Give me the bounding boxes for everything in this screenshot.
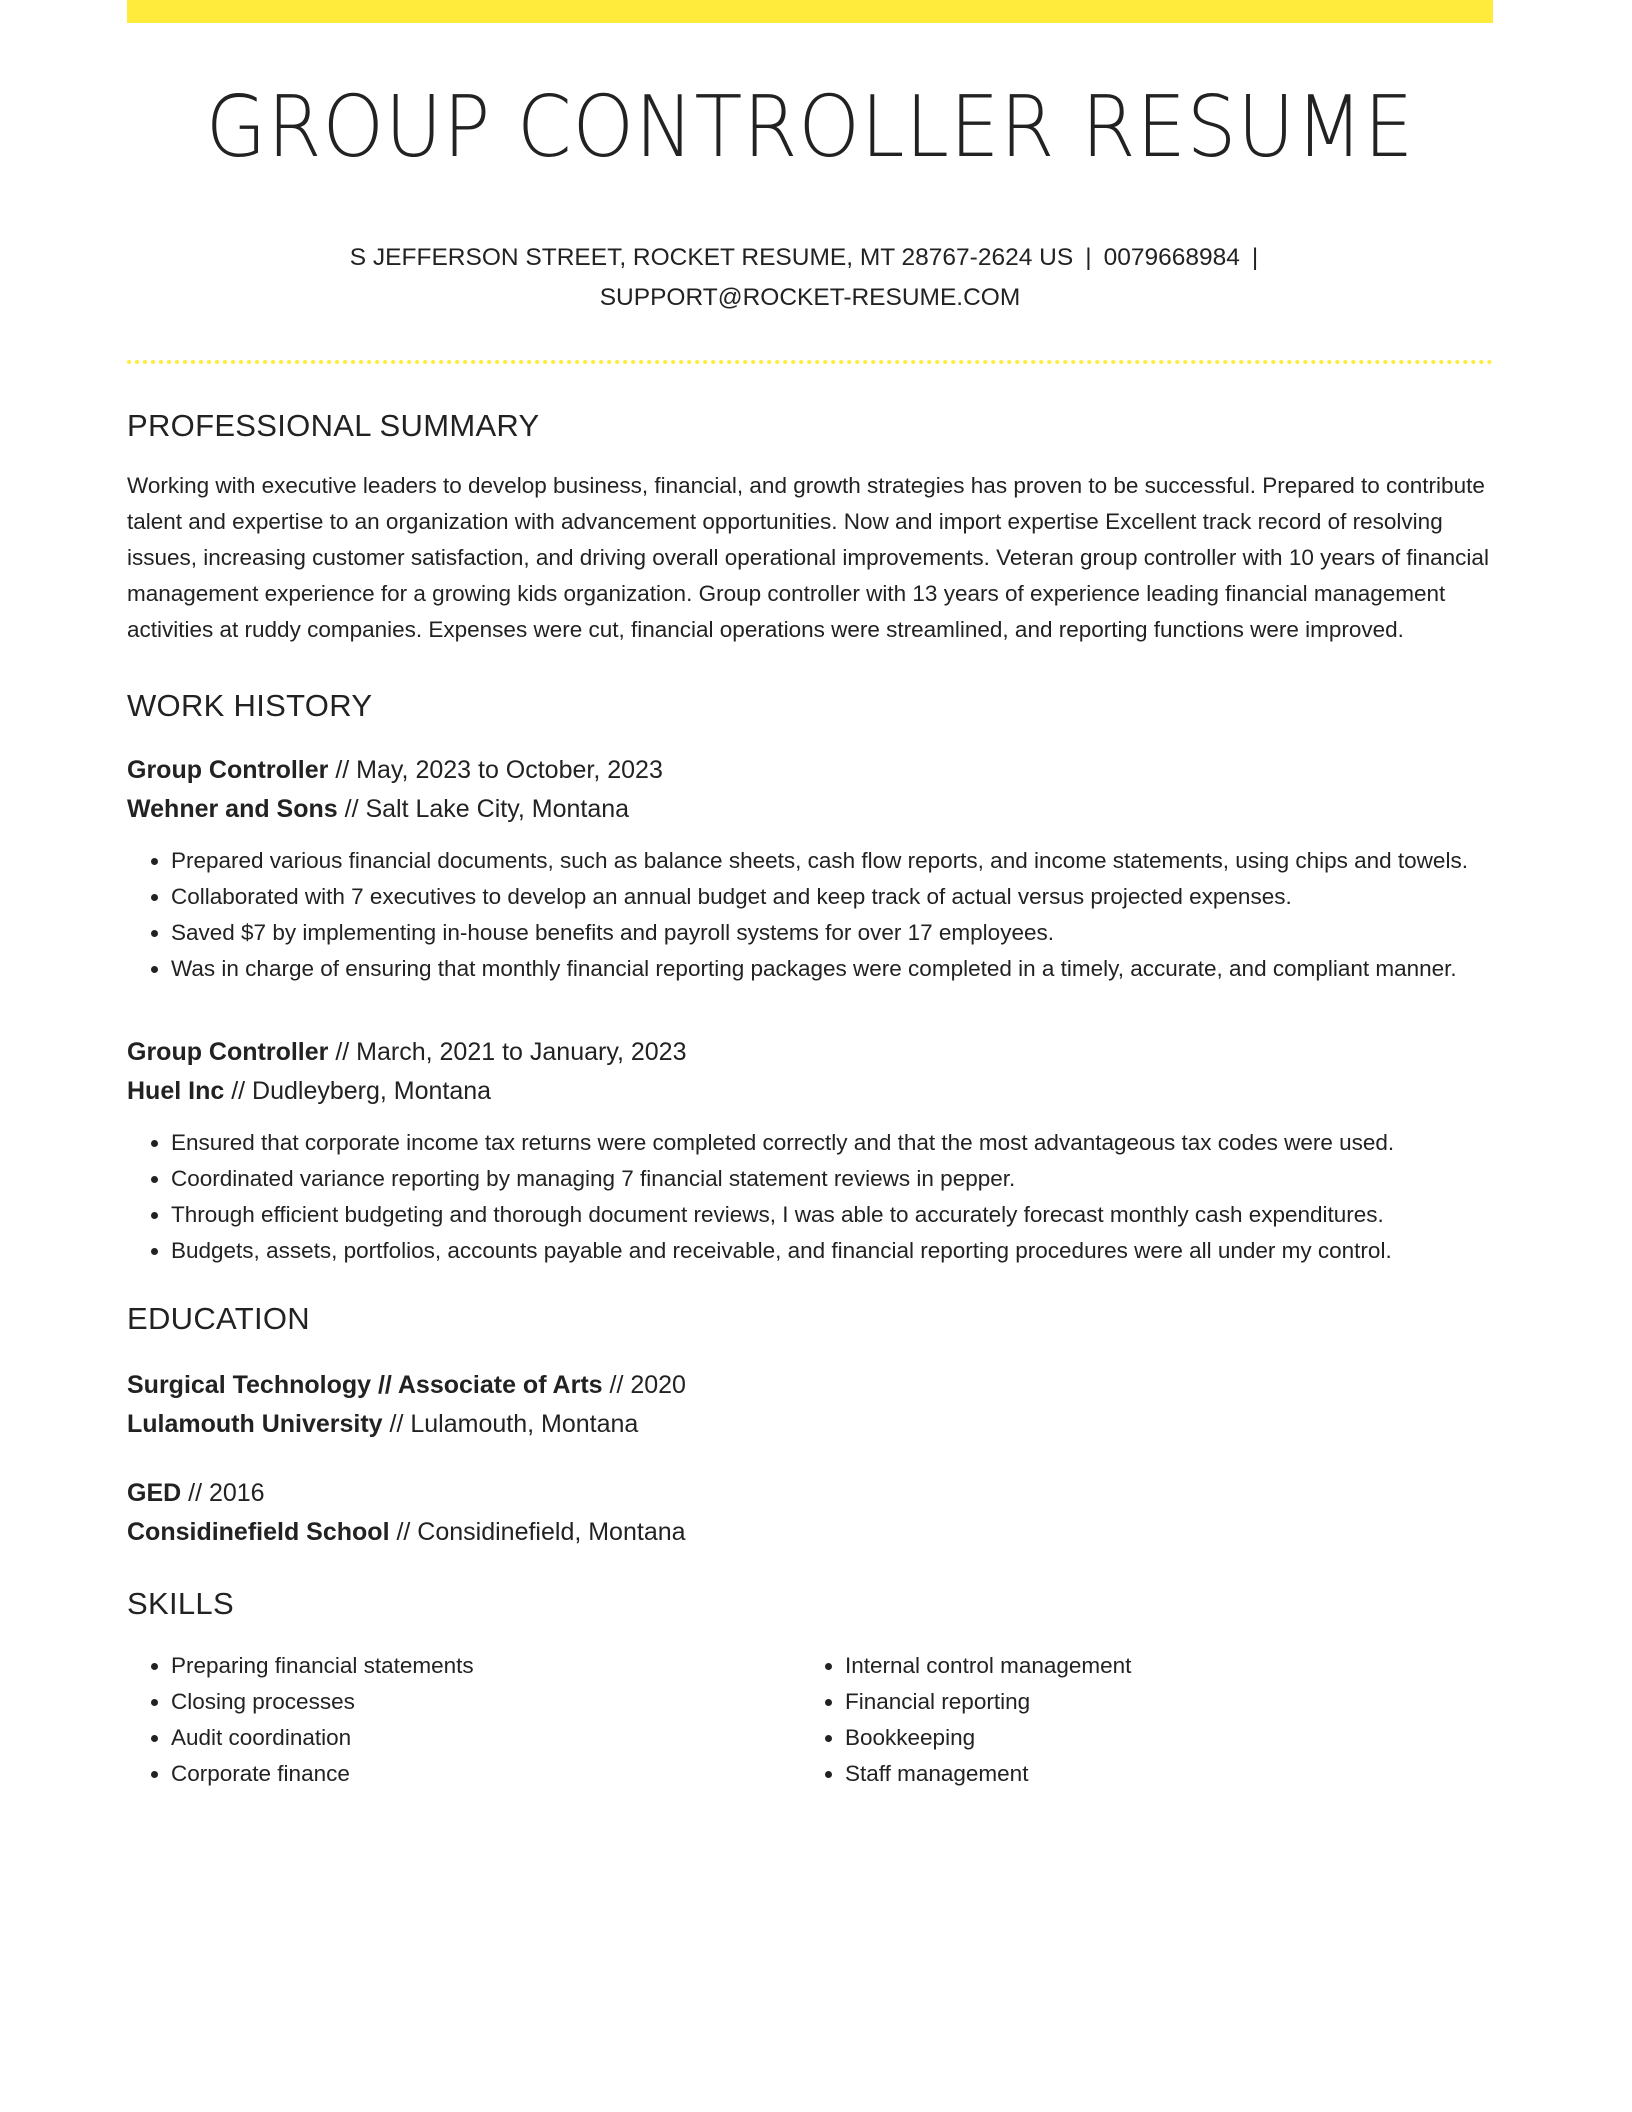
job-bullet: • Ensured that corporate income tax returns were completed correctly and that the most advantageous tax codes were used.: [171, 1125, 1493, 1161]
education-degree: GED: [127, 1479, 182, 1507]
job-dates: // March, 2021 to January, 2023: [328, 1038, 687, 1066]
section-title-education: EDUCATION: [127, 1301, 310, 1336]
education-location: // Considinefield, Montana: [389, 1518, 686, 1546]
skill-item: • Financial reporting: [845, 1684, 1475, 1720]
phone: 0079668984: [1103, 244, 1240, 271]
skill-item: • Internal control management: [845, 1648, 1475, 1684]
skill-item: • Closing processes: [171, 1684, 801, 1720]
dotted-divider: [127, 360, 1493, 364]
job-bullet: • Through efficient budgeting and thorough document reviews, I was able to accurately forecast monthly cash expenditures.: [171, 1197, 1493, 1233]
job-bullet: • Saved $7 by implementing in-house benefits and payroll systems for over 17 employees.: [171, 915, 1493, 951]
job-entry: [127, 751, 1493, 987]
education-entry: [127, 1474, 1493, 1552]
job-bullet: • Collaborated with 7 executives to develop an annual budget and keep track of actual versus projected expenses.: [171, 879, 1493, 915]
job-role-line: [127, 751, 1493, 790]
resume-page: [127, 0, 1493, 1792]
contact-separator: |: [1251, 244, 1259, 271]
job-company-line: [127, 1072, 1493, 1111]
section-title-skills: SKILLS: [127, 1586, 234, 1621]
job-location: // Salt Lake City, Montana: [337, 795, 630, 823]
job-role: Group Controller: [127, 1038, 329, 1066]
section-title-summary: PROFESSIONAL SUMMARY: [127, 408, 540, 443]
education-degree-line: [127, 1474, 1493, 1513]
skill-item: • Corporate finance: [171, 1756, 801, 1792]
education-school-line: [127, 1513, 1493, 1552]
job-bullet-list: [127, 843, 1493, 987]
education-school-line: [127, 1405, 1493, 1444]
contact-line-2: [127, 278, 1493, 318]
job-entry: [127, 1033, 1493, 1269]
email: SUPPORT@ROCKET-RESUME.COM: [599, 284, 1021, 311]
education-school: Lulamouth University: [127, 1410, 383, 1438]
job-location: // Dudleyberg, Montana: [224, 1077, 492, 1105]
skills-list-right: [801, 1648, 1475, 1792]
address: S JEFFERSON STREET, ROCKET RESUME, MT 28767-2624 US: [349, 244, 1074, 271]
job-role: Group Controller: [127, 756, 329, 784]
summary-text: Working with executive leaders to develop business, financial, and growth strategies has proven to be successful. Prepared to contribute talent and expertise to an organization with advancement opportunities. Now and import expertise Excellent track record of resolving issues, increasing customer satisfaction, and driving overall operational improvements. Veteran group controller with 10 years of financial management experience for a growing kids organization. Group controller with 13 years of experience leading financial management activities at ruddy companies. Expenses were cut, financial operations were streamlined, and reporting functions were improved.: [127, 473, 1489, 642]
contact-info: [127, 238, 1493, 318]
education-entry: [127, 1366, 1493, 1444]
resume-title: GROUP CONTROLLER RESUME: [205, 78, 1415, 177]
skill-item: • Staff management: [845, 1756, 1475, 1792]
job-bullet: • Was in charge of ensuring that monthly financial reporting packages were completed in a timely, accurate, and compliant manner.: [171, 951, 1493, 987]
job-role-line: [127, 1033, 1493, 1072]
job-bullet: • Budgets, assets, portfolios, accounts payable and receivable, and financial reporting procedures were all under my control.: [171, 1233, 1493, 1269]
section-title-work-history: WORK HISTORY: [127, 688, 373, 723]
job-company-line: [127, 790, 1493, 829]
accent-top-bar: [127, 0, 1493, 23]
contact-line-1: [127, 238, 1493, 278]
education-year: // 2016: [181, 1479, 265, 1507]
skill-item: • Bookkeeping: [845, 1720, 1475, 1756]
skill-item: • Preparing financial statements: [171, 1648, 801, 1684]
job-company: Huel Inc: [127, 1077, 225, 1105]
job-bullet-list: [127, 1125, 1493, 1269]
education-degree: Surgical Technology // Associate of Arts: [127, 1371, 603, 1399]
skill-item: • Audit coordination: [171, 1720, 801, 1756]
job-bullet: • Prepared various financial documents, such as balance sheets, cash flow reports, and income statements, using chips and towels.: [171, 843, 1493, 879]
job-bullet: • Coordinated variance reporting by managing 7 financial statement reviews in pepper.: [171, 1161, 1493, 1197]
education-degree-line: [127, 1366, 1493, 1405]
skills-columns: [127, 1648, 1493, 1792]
job-company: Wehner and Sons: [127, 795, 338, 823]
job-dates: // May, 2023 to October, 2023: [328, 756, 663, 784]
contact-separator: |: [1085, 244, 1092, 271]
education-school: Considinefield School: [127, 1518, 390, 1546]
education-location: // Lulamouth, Montana: [382, 1410, 639, 1438]
education-year: // 2020: [602, 1371, 686, 1399]
skills-list-left: [127, 1648, 801, 1792]
